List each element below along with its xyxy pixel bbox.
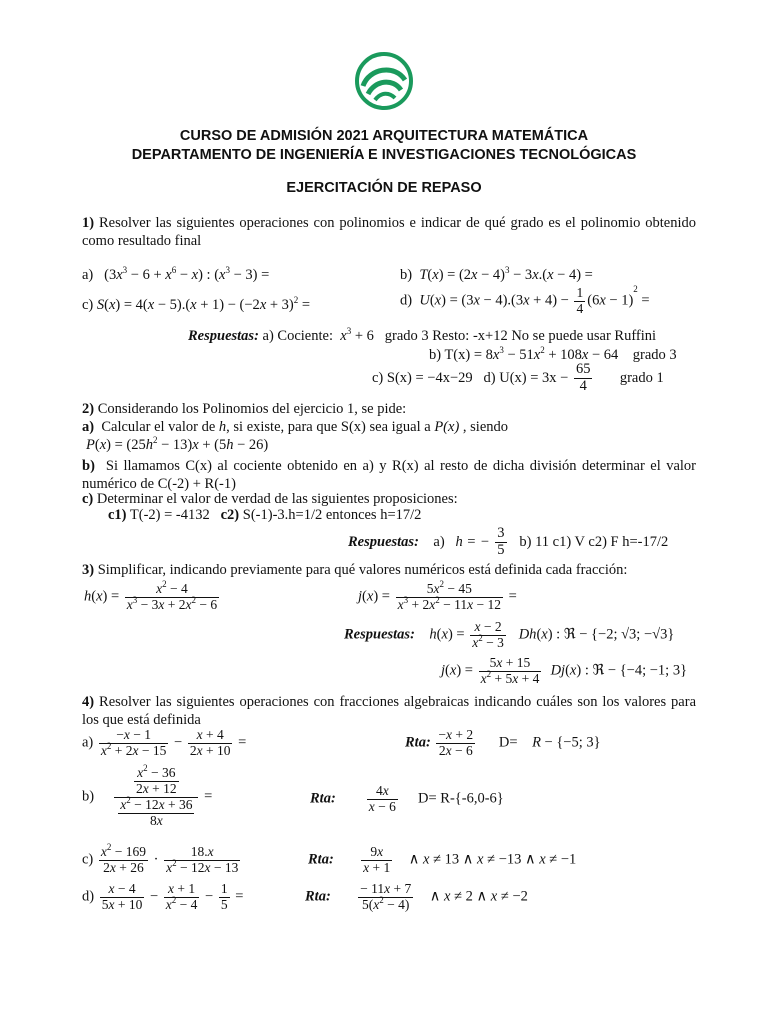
ex4-number: 4) [82,694,95,710]
ex4-a: a) $\frac{-x - 1}{x^2 + 2x - 15}$ − $\frac{x + 4}{2x + 10}$ = [82,727,247,758]
ex2-b: b) Si llamamos C(x) al cociente obtenido en a) y R(x) al resto de dicha división determinar el valor numérico de C(-2) + R(-1) [82,458,697,492]
ex4-b: b) $\frac{\frac{x^2 - 36}{2x + 12}}{\frac{x^2 - 12x + 36}{8x}}$ = [82,763,213,828]
ex1-answer-cd: c) S(x) = −4x−29 d) U(x) = 3x − $\frac{65}{4}$ grado 1 [372,361,664,394]
ex2-number: 2) [82,401,95,417]
ex4-intro: 4) Resolver las siguientes operaciones con fracciones algebraicas indicando cuáles son los valores para los que está definida [82,694,697,728]
ex4-d: d) $\frac{x - 4}{5x + 10}$ − $\frac{x + 1}{x^2 - 4}$ − $\frac{1}{5}$ = [82,881,244,912]
ex3-intro: 3) Simplificar, indicando previamente para qué valores numéricos está definida cada fracción: [82,562,628,578]
university-logo [355,50,413,112]
ex3-answer-j: j(x) = $\frac{5x + 15}{x^2 + 5x + 4}$ Dj(x) : ℜ − {−4; −1; 3} [441,655,688,686]
ex2-a: a) Calcular el valor de h, si existe, para que S(x) sea igual a P(x) , siendo [82,419,509,435]
ex2-c-items: c1) T(-2) = -4132 c2) S(-1)-3.h=1/2 entonces h=17/2 [108,507,422,523]
ex4-d-answer: Rta: $\frac{- 11x + 7}{5(x^2 - 4)}$ ∧ x ≠ 2 ∧ x ≠ −2 [305,881,528,912]
page-subtitle: EJERCITACIÓN DE REPASO [286,180,482,196]
ex2-intro: 2) Considerando los Polinomios del ejercicio 1, se pide: [82,401,407,417]
ex2-a-formula: $P(x) = (25h^2 - 13)x + (5h - 26)$ [86,435,269,453]
ex4-a-answer: Rta: $\frac{-x + 2}{2x - 6}$ D= R − {−5; 3} [405,727,601,758]
ex1-intro-text: Resolver las siguientes operaciones con polinomios e indicar de qué grado es el polinomio obtenido como resultado final [82,215,696,249]
ex2-c: c) Determinar el valor de verdad de las siguientes proposiciones: [82,491,458,507]
ex3-number: 3) [82,562,95,578]
ex4-c: c) $\frac{x^2 - 169}{2x + 26}$ · $\frac{18.x}{x^2 - 12x - 13}$ [82,842,239,875]
ex3-h: h(x) = $\frac{x^2 - 4}{x^3 - 3x + 2x^2 - 6}$ [84,579,218,612]
ex1-answer-b: b) $T(x) = 8x^3 - 51x^2 + 108x - 64$ grado 3 [429,345,677,363]
ex1-answer-a: Respuestas: a) Cociente: $x^3 + 6$ grado 3 Resto: -x+12 No se puede usar Ruffini [188,326,657,344]
ex3-answer-h: Respuestas: h(x) = $\frac{x - 2}{x^2 - 3}$ Dh(x) : ℜ − {−2; √3; −√3} [344,619,675,650]
ex1-c: c) $S(x) = 4(x - 5).(x + 1) - (-2x + 3)^2$ = [82,295,311,313]
ex1-number: 1) [82,215,95,231]
ex1-answers-label: Respuestas: [188,328,259,344]
ex4-b-answer: Rta: $\frac{4x}{x - 6}$ D= R-{-6,0-6} [310,783,504,814]
header-line-1: CURSO DE ADMISIÓN 2021 ARQUITECTURA MATEMÁTICA [179,128,589,144]
ex2-answers: Respuestas: a) h = − $\frac{3}{5}$ b) 11 c1) V c2) F h=-17/2 [348,525,669,558]
ex1-d: d) U(x) = (3x − 4).(3x + 4) − $\frac{1}{4}$ $(6x - 1)^2$ = [400,284,650,316]
ex4-c-answer: Rta: $\frac{9x}{x + 1}$ ∧ x ≠ 13 ∧ x ≠ −13 ∧ x ≠ −1 [308,844,577,875]
ex1-b: b) $T(x) = (2x - 4)^3 - 3x.(x - 4)$ = [400,265,593,283]
ex3-j: j(x) = $\frac{5x^2 - 45}{x^3 + 2x^2 - 11x - 12}$ = [358,579,517,612]
ex1-intro [82,214,696,250]
ex1-a: a) $(3x^3 - 6 + x^6 - x)$ : $(x^3 - 3)$ = [82,265,270,283]
header-line-2: DEPARTAMENTO DE INGENIERÍA E INVESTIGACIONES TECNOLÓGICAS [131,147,637,163]
